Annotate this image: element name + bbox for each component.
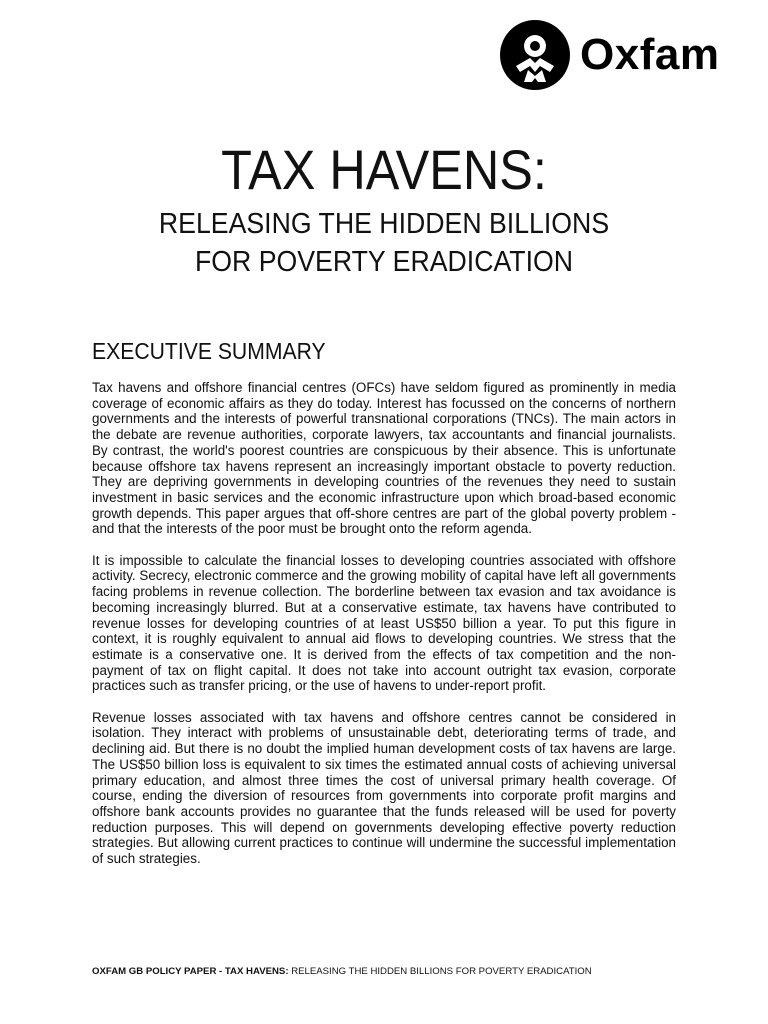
document-body [92,380,676,882]
oxfam-figure-logo-icon [500,20,570,90]
subtitle-line-1: RELEASING THE HIDDEN BILLIONS [158,208,610,240]
footer-bold-text: OXFAM GB POLICY PAPER - TAX HAVENS: [92,966,289,977]
subtitle-line-2: FOR POVERTY ERADICATION [194,246,574,278]
oxfam-wordmark: Oxfam [580,30,720,79]
page-subtitle [31,205,738,281]
page-footer [92,966,692,978]
oxfam-logo [500,20,750,90]
section-heading: EXECUTIVE SUMMARY [92,338,326,364]
footer-regular-text: RELEASING THE HIDDEN BILLIONS FOR POVERTY ERADICATION [291,966,592,977]
page-title: TAX HAVENS: [221,138,547,201]
paragraph-1: Tax havens and offshore financial centres (OFCs) have seldom figured as prominently in media coverage of economic affairs as they do today. Interest has focussed on the concerns of northern governments and the interests of powerful transnational corporations (TNCs). The main actors in the debate are revenue authorities, corporate lawyers, tax accountants and financial journalists. By contrast, the world's poorest countries are conspicuous by their absence. This is unfortunate because offshore tax havens represent an increasingly important obstacle to poverty reduction. They are depriving governments in developing countries of the revenues they need to sustain investment in basic services and the economic infrastructure upon which broad-based economic growth depends. This paper argues that off-shore centres are part of the global poverty problem - and that the interests of the poor must be brought onto the reform agenda. [92,380,676,537]
paragraph-2: It is impossible to calculate the financial losses to developing countries associated with offshore activity. Secrecy, electronic commerce and the growing mobility of capital have left all governments facing problems in revenue collection. The borderline between tax evasion and tax avoidance is becoming increasingly blurred. But at a conservative estimate, tax havens have contributed to revenue losses for developing countries of at least US$50 billion a year. To put this figure in context, it is roughly equivalent to annual aid flows to developing countries. We stress that the estimate is a conservative one. It is derived from the effects of tax competition and the non-payment of tax on flight capital. It does not take into account outright tax evasion, corporate practices such as transfer pricing, or the use of havens to under-report profit. [92,552,676,694]
paragraph-3: Revenue losses associated with tax havens and offshore centres cannot be considered in isolation. They interact with problems of unsustainable debt, deteriorating terms of trade, and declining aid. But there is no doubt the implied human development costs of tax havens are large. The US$50 billion loss is equivalent to six times the estimated annual costs of achieving universal primary education, and almost three times the cost of universal primary health coverage. Of course, ending the diversion of resources from governments into corporate profit margins and offshore bank accounts provides no guarantee that the funds released will be used for poverty reduction purposes. This will depend on governments developing effective poverty reduction strategies. But allowing current practices to continue will undermine the successful implementation of such strategies. [92,709,676,867]
